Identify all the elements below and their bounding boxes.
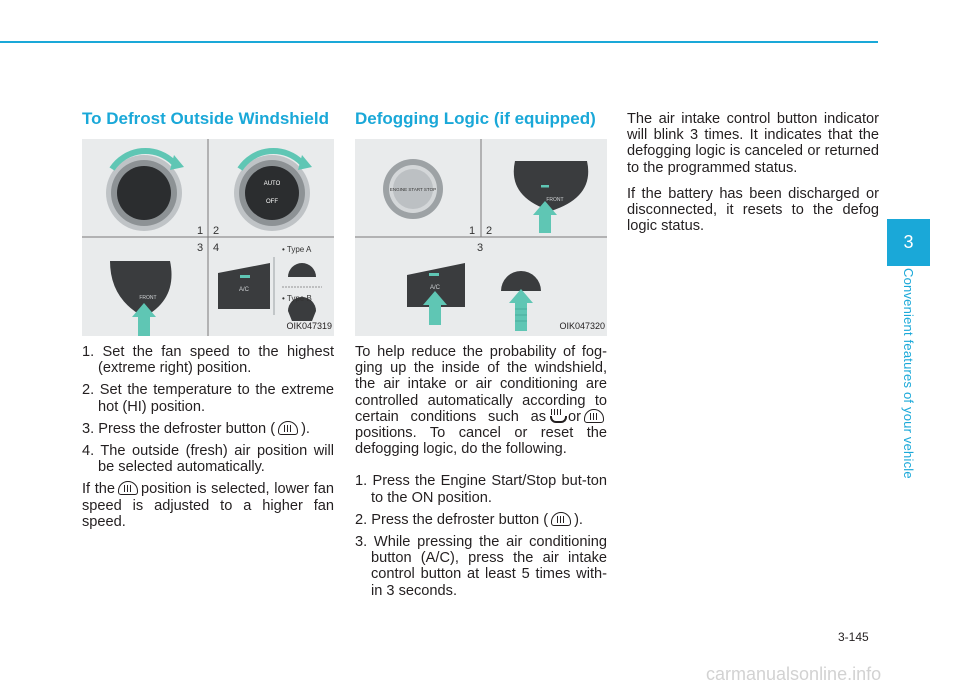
step-3-end: ).: [301, 420, 310, 437]
blink-paragraph: The air intake control button indicator will blink 3 times. It indicates that the defogging logic is canceled or returned to the programmed status.: [627, 111, 879, 176]
chapter-title-text: Convenient features of your vehicle: [901, 268, 916, 479]
watermark: carmanualsonline.info: [706, 664, 882, 684]
defroster-icon: [584, 409, 604, 423]
header-rule: [0, 41, 878, 43]
step-3-text: 3. Press the defroster button (: [82, 420, 276, 437]
intro-start: To help reduce the probability of fog-ging up the inside of the windshield, the air intake or air conditioning are controlled automatically according to certain conditions such as: [355, 344, 607, 425]
fan-speed-knob: [106, 151, 184, 231]
figure-label-3: 3: [477, 242, 484, 254]
step-2-text: 2. Press the defroster button (: [355, 511, 549, 528]
temperature-knob: [234, 151, 312, 231]
type-b-label: • Type B: [282, 294, 312, 303]
front-defrost-button: [514, 161, 588, 233]
front-defrost-button: [110, 261, 172, 336]
defrost-note: [82, 481, 334, 530]
defogging-intro: [355, 344, 607, 457]
floor-defrost-icon: [549, 409, 565, 423]
ac-button: [218, 257, 274, 315]
defroster-icon: [551, 512, 571, 526]
ac-button: [407, 263, 465, 325]
engine-start-stop-button: [383, 159, 443, 219]
chapter-title: [896, 268, 922, 494]
step-3: [82, 421, 334, 437]
figure-code: OIK047319: [286, 320, 332, 331]
step-1: 1. Set the fan speed to the highest (extreme right) position.: [82, 344, 334, 377]
air-intake-button: [501, 271, 541, 331]
defrost-note-start: If the: [82, 481, 116, 498]
step-2-end: ).: [574, 511, 583, 528]
defrost-figure: [82, 139, 334, 336]
figure-label-2: 2: [213, 225, 220, 237]
defogging-illustration: [355, 139, 607, 336]
defogging-instructions: [355, 344, 607, 599]
figure-label-4: 4: [213, 242, 220, 254]
ac-label: A/C: [238, 287, 250, 293]
page-number: 3-145: [838, 630, 869, 644]
section-title-defogging: Defogging Logic (if equipped): [355, 109, 596, 128]
front-label: FRONT: [139, 295, 157, 301]
right-column-text: [627, 111, 879, 234]
step-4: 4. The outside (fresh) air position will be selected automatically.: [82, 443, 334, 476]
defogging-figure: [355, 139, 607, 336]
battery-paragraph: If the battery has been discharged or disconnected, it resets to the defog logic status.: [627, 185, 879, 235]
auto-label: AUTO: [263, 181, 281, 187]
step-2: 2. Set the temperature to the extreme hot (HI) position.: [82, 382, 334, 415]
defrost-instructions: [82, 344, 334, 530]
step-3: 3. While pressing the air conditioning button (A/C), press the air intake control button at least 5 times with-in 3 seconds.: [355, 534, 607, 599]
defrost-note-end: position is selected, lower fan speed is adjusted to a higher fan speed.: [82, 481, 335, 530]
chapter-number: 3: [887, 219, 930, 266]
figure-label-2: 2: [486, 225, 493, 237]
start-stop-label: ENGINE START STOP: [389, 187, 437, 192]
type-a-label: • Type A: [282, 245, 312, 254]
step-1: 1. Press the Engine Start/Stop but-ton to the ON position.: [355, 473, 607, 506]
off-label: OFF: [266, 199, 278, 205]
ac-label: A/C: [429, 285, 441, 291]
figure-label-1: 1: [197, 225, 204, 237]
front-label: FRONT: [546, 197, 564, 203]
intro-end: positions. To cancel or reset the defogging logic, do the following.: [355, 425, 607, 458]
figure-label-1: 1: [469, 225, 476, 237]
defroster-icon: [118, 481, 138, 495]
defroster-icon: [278, 421, 298, 435]
intro-or: or: [568, 408, 581, 425]
figure-code: OIK047320: [559, 320, 605, 331]
section-title-defrost: To Defrost Outside Windshield: [82, 109, 329, 128]
step-2: [355, 512, 607, 528]
figure-label-3: 3: [197, 242, 204, 254]
